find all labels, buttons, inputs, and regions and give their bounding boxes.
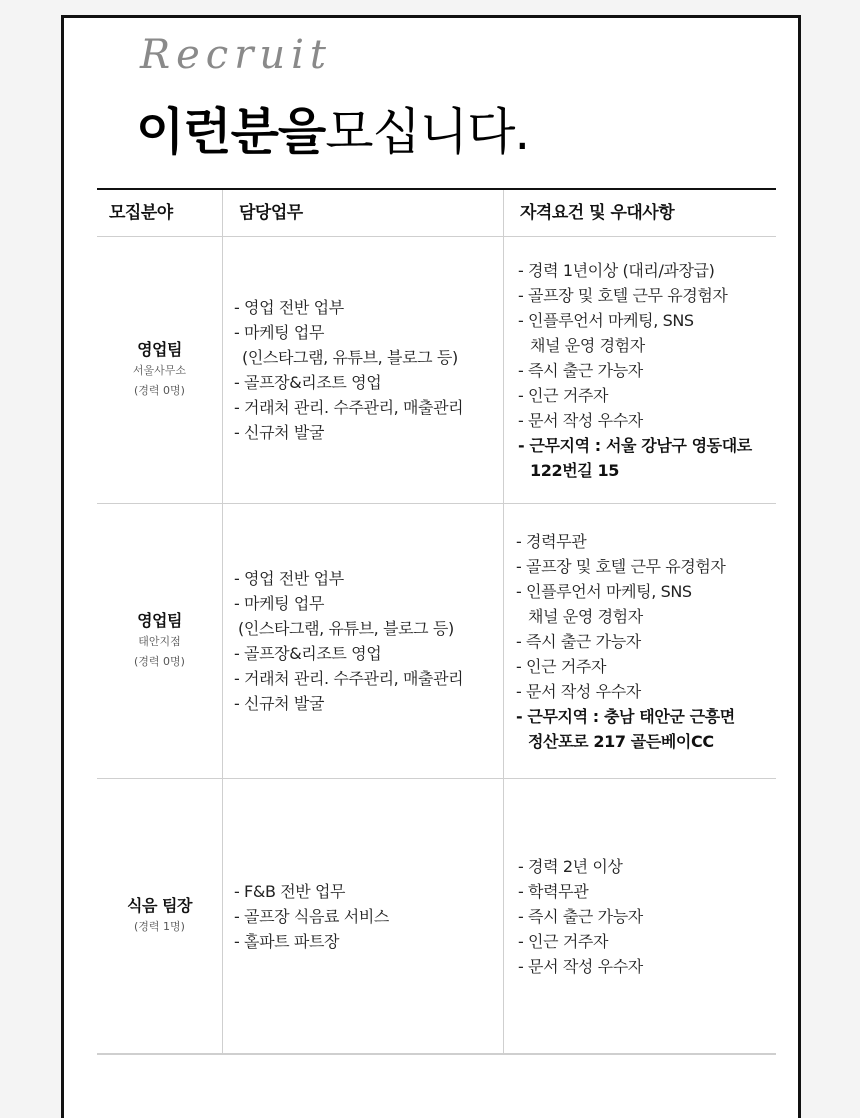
header-duties: 담당업무 [223,190,504,236]
requirement-line: - 인근 거주자 [518,385,609,405]
requirements-cell [504,779,776,1053]
work-location-line: 정산포로 217 골든베이CC [528,731,714,751]
team-cell [97,504,223,778]
duty-line: - 마케팅 업무 [234,594,325,613]
requirement-line: - 즉시 출근 가능자 [518,360,643,380]
duty-line: - 거래처 관리. 수주관리, 매출관리 [234,398,464,417]
requirement-line: - 경력무관 [516,531,587,551]
duty-line: - 골프장 식음료 서비스 [234,906,389,926]
table-header [97,190,776,237]
team-count: (경력 0명) [134,655,185,668]
duty-line: (인스타그램, 유튜브, 블로그 등) [238,619,454,638]
requirement-line: - 경력 1년이상 (대리/과장급) [518,260,715,280]
page-title-bold: 이런분을 [136,103,326,161]
work-location-line: - 근무지역 : 서울 강남구 영동대로 [518,435,752,455]
requirement-line: - 인근 거주자 [518,931,609,951]
work-location-line: 122번길 15 [530,460,619,480]
requirements-cell [504,237,776,503]
table-row [97,504,776,779]
requirement-line: - 문서 작성 우수자 [518,410,643,430]
team-name: 영업팀 [137,340,182,359]
team-count: (경력 0명) [134,384,185,397]
requirement-line: - 경력 2년 이상 [518,856,623,876]
duty-line: - F&B 전반 업무 [234,881,346,901]
requirement-line: - 골프장 및 호텔 근무 유경험자 [516,556,726,576]
team-cell [97,779,223,1053]
recruit-table [97,188,776,1055]
table-row [97,779,776,1055]
requirement-line: - 문서 작성 우수자 [516,681,641,701]
requirement-line: - 인플루언서 마케팅, SNS [516,581,692,601]
header-requirements: 자격요건 및 우대사항 [520,203,675,223]
table-row [97,237,776,504]
requirement-line: - 즉시 출근 가능자 [516,631,641,651]
team-name: 식음 팀장 [127,896,192,915]
duty-line: - 신규처 발굴 [234,694,325,713]
duty-line: - 골프장&리조트 영업 [234,644,382,663]
duty-line: - 홀파트 파트장 [234,931,340,951]
requirement-line: - 즉시 출근 가능자 [518,906,643,926]
team-name: 영업팀 [137,611,182,630]
work-location-line: - 근무지역 : 충남 태안군 근흥면 [516,706,735,726]
duties-cell [223,504,504,778]
duty-line: - 영업 전반 업부 [234,569,344,588]
team-cell [97,237,223,503]
requirement-line: 채널 운영 경험자 [530,335,645,355]
header-field: 모집분야 [97,190,223,236]
page-title [136,102,529,162]
team-location: 서울사무소 [132,364,187,377]
duty-line: - 마케팅 업무 [234,323,325,342]
team-location: 태안지점 [138,635,181,648]
requirement-line: 채널 운영 경험자 [528,606,643,626]
script-title: Recruit [140,32,332,78]
duty-line: - 영업 전반 업부 [234,298,344,317]
requirement-line: - 문서 작성 우수자 [518,956,643,976]
team-count: (경력 1명) [134,920,185,933]
duty-line: - 거래처 관리. 수주관리, 매출관리 [234,669,464,688]
recruit-card [61,15,801,1118]
duty-line: - 골프장&리조트 영업 [234,373,382,392]
requirements-cell [504,504,776,778]
duties-cell [223,779,504,1053]
requirement-line: - 학력무관 [518,881,589,901]
requirement-line: - 골프장 및 호텔 근무 유경험자 [518,285,728,305]
duty-line: - 신규처 발굴 [234,423,325,442]
requirement-line: - 인플루언서 마케팅, SNS [518,310,694,330]
page-title-light: 모십니다. [325,103,530,161]
requirement-line: - 인근 거주자 [516,656,607,676]
duties-cell [223,237,504,503]
duty-line: (인스타그램, 유튜브, 블로그 등) [242,348,458,367]
